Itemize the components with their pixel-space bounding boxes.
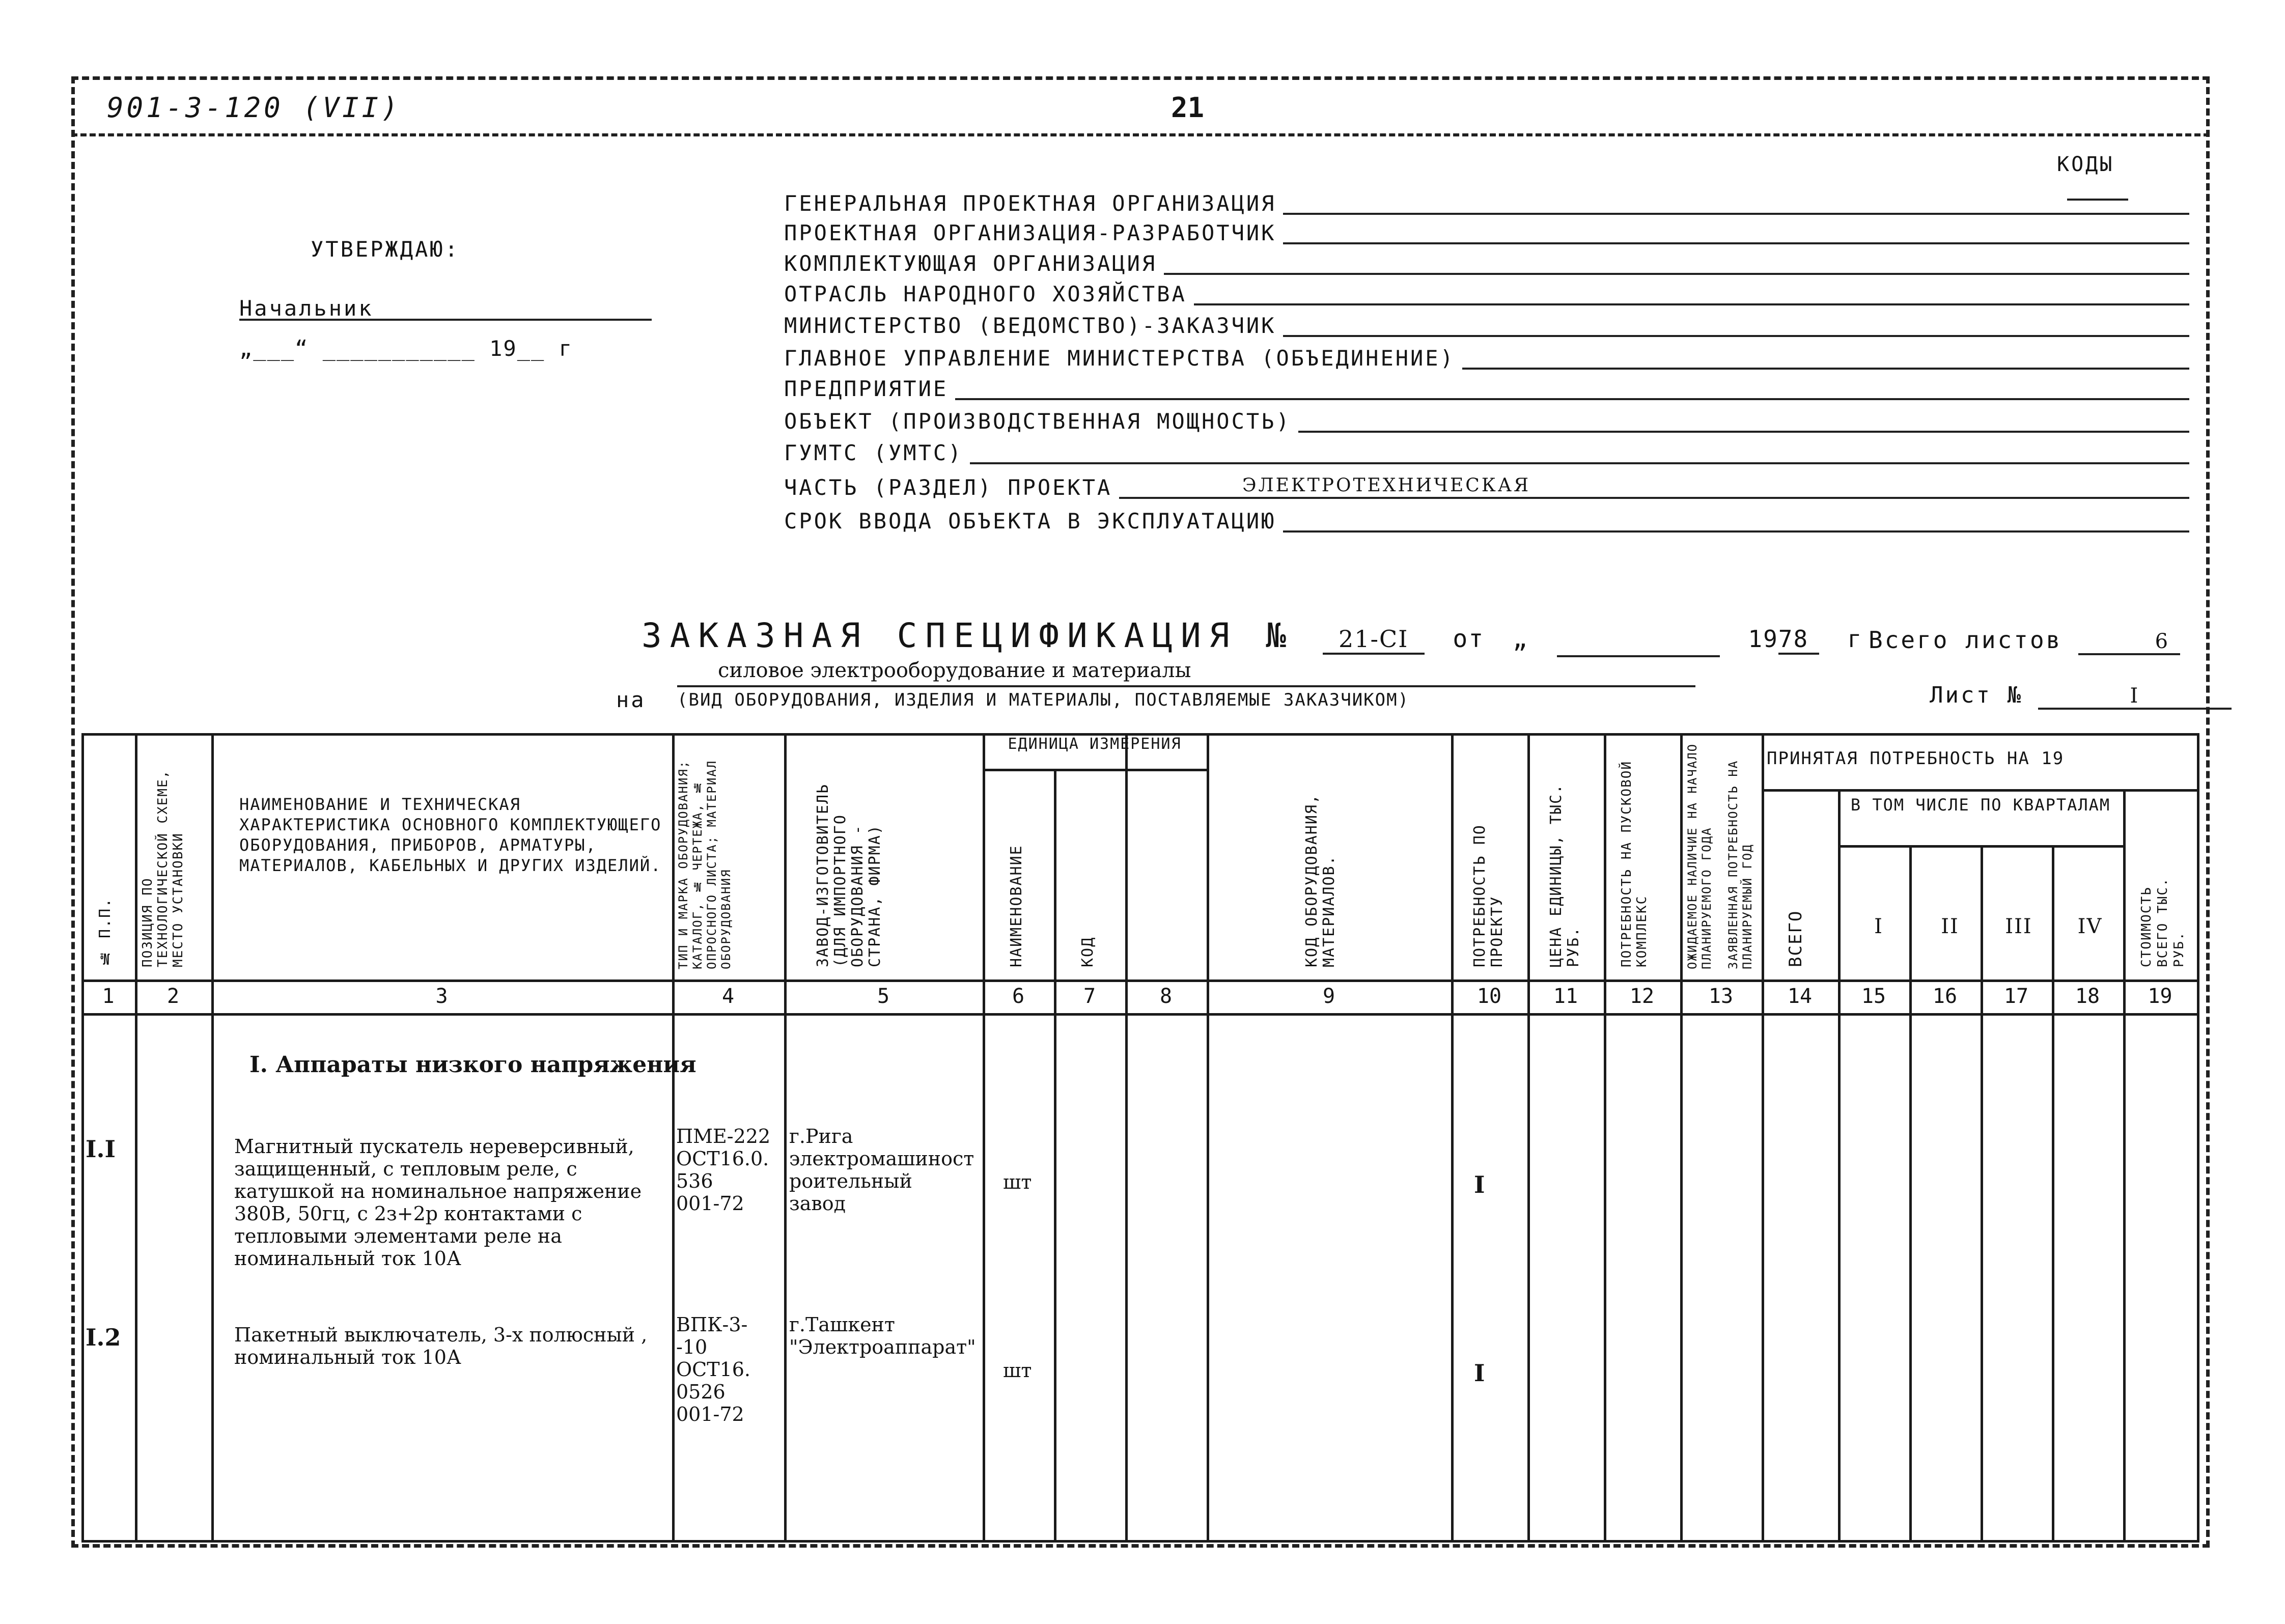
field-row — [784, 473, 2189, 502]
field-row — [784, 344, 2189, 373]
field-label: ГЕНЕРАЛЬНАЯ ПРОЕКТНАЯ ОРГАНИЗАЦИЯ — [784, 191, 1283, 216]
field-row — [784, 312, 2189, 340]
col-line-9 — [1451, 733, 1454, 1543]
col-line-10 — [1527, 733, 1530, 1543]
row-number: I.I — [86, 1135, 116, 1163]
column-number: 19 — [2148, 985, 2172, 1008]
col-12-header: ОЖИДАЕМОЕ НАЛИЧИЕ НА НАЧАЛО ПЛАНИРУЕМОГО ГОДА — [1685, 743, 1714, 969]
col-line-14 — [1838, 789, 1841, 1543]
field-row — [784, 249, 2189, 278]
column-number: 1 — [102, 985, 115, 1008]
col-line-18 — [2123, 789, 2126, 1543]
col-8-header: КОД ОБОРУДОВАНИЯ, МАТЕРИАЛОВ. — [1303, 793, 1338, 967]
column-number: 10 — [1476, 985, 1502, 1008]
col-19-header: СТОИМОСТЬ ВСЕГО ТЫС. РУБ. — [2139, 877, 2187, 967]
column-number: 11 — [1553, 985, 1578, 1008]
subject-caption: (ВИД ОБОРУДОВАНИЯ, ИЗДЕЛИЯ И МАТЕРИАЛЫ, ПОСТАВЛЯЕМЫЕ ЗАКАЗЧИКОМ) — [677, 690, 1410, 710]
spec-from: от — [1453, 625, 1485, 653]
accepted-group-line — [1762, 789, 2199, 792]
column-number: 2 — [166, 985, 180, 1008]
total-sheets: 6 — [2078, 630, 2180, 655]
col-line-17 — [2052, 845, 2054, 1543]
row-description: Магнитный пускатель нереверсивный, защищенный, с тепловым реле, с катушкой на номинальное напряжение 380В, 50гц, с 2з+2р контактами с тепловыми элементами реле на номинальный ток 10А — [234, 1135, 642, 1270]
col-10-header: ЦЕНА ЕДИНИЦЫ, ТЫС. РУБ. — [1547, 783, 1582, 967]
row-type-mark: ПМЕ-222 ОСТ16.0. 536 001-72 — [676, 1125, 771, 1215]
section-title: I. Аппараты низкого напряжения — [249, 1052, 696, 1078]
col-line-5 — [983, 733, 985, 1543]
col-13-header: ЗАЯВЛЕННАЯ ПОТРЕБНОСТЬ НА ПЛАНИРУЕМЫЙ ГОД — [1726, 760, 1754, 969]
row-type-mark: ВПК-3- -10 ОСТ16. 0526 001-72 — [676, 1313, 751, 1425]
field-label: ПРЕДПРИЯТИЕ — [784, 376, 955, 401]
field-row — [784, 375, 2189, 403]
row-number: I.2 — [86, 1324, 121, 1351]
column-number: 13 — [1708, 985, 1734, 1008]
sheet-label: Лист № — [1930, 682, 2023, 708]
col-line-19 — [2197, 733, 2199, 1543]
col-line-8 — [1207, 733, 1209, 1543]
field-row — [784, 507, 2189, 536]
field-row — [784, 280, 2189, 309]
row-quantity: I — [1474, 1359, 1485, 1387]
field-label: ГЛАВНОЕ УПРАВЛЕНИЕ МИНИСТЕРСТВА (ОБЪЕДИНЕНИЕ) — [784, 346, 1462, 371]
col-4-header: ТИП И МАРКА ОБОРУДОВАНИЯ; КАТАЛОГ, № ЧЕРТЕЖА, № ОПРОСНОГО ЛИСТА; МАТЕРИАЛ ОБОРУДОВАНИЯ — [676, 760, 733, 969]
unit-group-header: ЕДИНИЦА ИЗМЕРЕНИЯ — [1008, 735, 1182, 753]
spec-year-suffix: г — [1847, 625, 1863, 653]
col-line-0 — [81, 733, 84, 1543]
sheet-number: I — [2038, 684, 2232, 710]
spec-title-line — [642, 616, 1862, 657]
column-number: 6 — [1012, 985, 1025, 1008]
spec-title: ЗАКАЗНАЯ СПЕЦИФИКАЦИЯ № — [642, 616, 1294, 655]
codes-label: КОДЫ — [2057, 153, 2114, 176]
field-value: ЭЛЕКТРОТЕХНИЧЕСКАЯ — [1242, 475, 1531, 496]
approval-date: „___“ ___________ 19__ г — [239, 336, 573, 361]
col-5-header: ЗАВОД-ИЗГОТОВИТЕЛЬ (ДЛЯ ИМПОРТНОГО ОБОРУДОВАНИЯ - СТРАНА, ФИРМА) — [814, 783, 884, 967]
col-line-1 — [135, 733, 137, 1543]
col-15-header: I — [1874, 915, 1883, 938]
col-17-header: III — [2005, 915, 2032, 938]
field-row — [784, 219, 2189, 247]
row-manufacturer: г.Ташкент "Электроаппарат" — [789, 1313, 976, 1358]
column-number: 18 — [2075, 985, 2100, 1008]
col-7-header: КОД — [1079, 936, 1097, 967]
col-line-15 — [1909, 845, 1912, 1543]
field-label: ПРОЕКТНАЯ ОРГАНИЗАЦИЯ-РАЗРАБОТЧИК — [784, 220, 1283, 245]
field-rule — [784, 398, 2189, 400]
col-line-6 — [1054, 769, 1056, 1543]
col-line-4 — [784, 733, 787, 1543]
specification-table — [81, 733, 2199, 1543]
column-number: 16 — [1932, 985, 1958, 1008]
document-code: 901-3-120 (VII) — [107, 92, 401, 124]
col-line-12 — [1680, 733, 1683, 1543]
column-number: 14 — [1787, 985, 1813, 1008]
col-3-header: НАИМЕНОВАНИЕ И ТЕХНИЧЕСКАЯ ХАРАКТЕРИСТИКА ОСНОВНОГО КОМПЛЕКТУЮЩЕГО ОБОРУДОВАНИЯ, ПРИБОРОВ, АРМАТУРЫ, МАТЕРИАЛОВ, КАБЕЛЬНЫХ И ДРУГИХ ИЗДЕЛИЙ. — [239, 795, 662, 875]
subject-prefix: на — [616, 687, 646, 712]
column-number: 9 — [1322, 985, 1335, 1008]
page-number: 21 — [1171, 92, 1205, 124]
chief-line — [239, 295, 652, 324]
spec-date-blank — [1557, 616, 1720, 657]
field-label: ГУМТС (УМТС) — [784, 440, 970, 465]
col-2-header: ПОЗИЦИЯ ПО ТЕХНОЛОГИЧЕСКОЙ СХЕМЕ, МЕСТО УСТАНОВКИ — [140, 769, 186, 967]
field-label: МИНИСТЕРСТВО (ВЕДОМСТВО)-ЗАКАЗЧИК — [784, 313, 1283, 338]
row-description: Пакетный выключатель, 3-х полюсный , номинальный ток 10А — [234, 1324, 648, 1368]
col-18-header: IV — [2077, 915, 2103, 938]
unit-group-line — [983, 769, 1207, 771]
header-bottom-line — [81, 979, 2199, 982]
col-16-header: II — [1941, 915, 1959, 938]
col-line-2 — [211, 733, 214, 1543]
field-rule — [784, 462, 2189, 464]
field-label: ОТРАСЛЬ НАРОДНОГО ХОЗЯЙСТВА — [784, 282, 1194, 306]
chief-rule — [239, 319, 652, 321]
subject-text: силовое электрооборудование и материалы — [718, 659, 1191, 682]
row-unit: шт — [1003, 1359, 1032, 1382]
total-sheets-label: Всего листов — [1869, 626, 2063, 654]
field-row — [784, 439, 2189, 467]
column-number: 17 — [2003, 985, 2029, 1008]
column-number: 8 — [1159, 985, 1173, 1008]
col-14-header: ВСЕГО — [1786, 910, 1806, 967]
column-number: 15 — [1861, 985, 1886, 1008]
sheet-line — [1930, 682, 2232, 710]
col-line-3 — [672, 733, 675, 1543]
accepted-group-header: ПРИНЯТАЯ ПОТРЕБНОСТЬ НА 19 — [1767, 748, 2065, 769]
col-line-11 — [1604, 733, 1606, 1543]
spec-number: 21-СI — [1323, 625, 1425, 655]
column-number: 7 — [1083, 985, 1096, 1008]
subject-line — [677, 657, 1695, 687]
col-line-7 — [1125, 733, 1128, 1543]
column-number: 12 — [1629, 985, 1655, 1008]
col-line-13 — [1762, 733, 1764, 1543]
row-manufacturer: г.Рига электромашиностроительный завод — [789, 1125, 974, 1215]
column-number: 5 — [877, 985, 890, 1008]
field-label: ЧАСТЬ (РАЗДЕЛ) ПРОЕКТА — [784, 475, 1119, 500]
spec-year: 78 — [1778, 625, 1819, 655]
row-quantity: I — [1474, 1171, 1485, 1198]
chief-label: Начальник — [239, 296, 379, 321]
col-1-header: № П.П. — [96, 897, 114, 967]
col-6-header: НАИМЕНОВАНИЕ — [1008, 845, 1025, 967]
field-row — [784, 189, 2189, 218]
field-label: СРОК ВВОДА ОБЪЕКТА В ЭКСПЛУАТАЦИЮ — [784, 509, 1283, 534]
field-row — [784, 407, 2189, 436]
header-divider — [71, 133, 2210, 136]
colnum-bottom-line — [81, 1013, 2199, 1016]
col-line-16 — [1981, 845, 1983, 1543]
approve-label: УТВЕРЖДАЮ: — [311, 237, 460, 262]
table-bottom-line — [81, 1540, 2199, 1543]
field-label: КОМПЛЕКТУЮЩАЯ ОРГАНИЗАЦИЯ — [784, 251, 1164, 276]
row-unit: шт — [1003, 1171, 1032, 1193]
column-number: 4 — [721, 985, 735, 1008]
quarter-group-header: В ТОМ ЧИСЛЕ ПО КВАРТАЛАМ — [1850, 795, 2111, 815]
spec-year-prefix: 19 — [1748, 625, 1778, 653]
column-number: 3 — [435, 985, 448, 1008]
col-11-header: ПОТРЕБНОСТЬ НА ПУСКОВОЙ КОМПЛЕКС — [1619, 760, 1650, 967]
spec-quote: „ — [1512, 625, 1528, 653]
field-label: ОБЪЕКТ (ПРОИЗВОДСТВЕННАЯ МОЩНОСТЬ) — [784, 409, 1298, 434]
total-sheets-line — [1869, 626, 2180, 655]
col-9-header: ПОТРЕБНОСТЬ ПО ПРОЕКТУ — [1471, 824, 1506, 967]
